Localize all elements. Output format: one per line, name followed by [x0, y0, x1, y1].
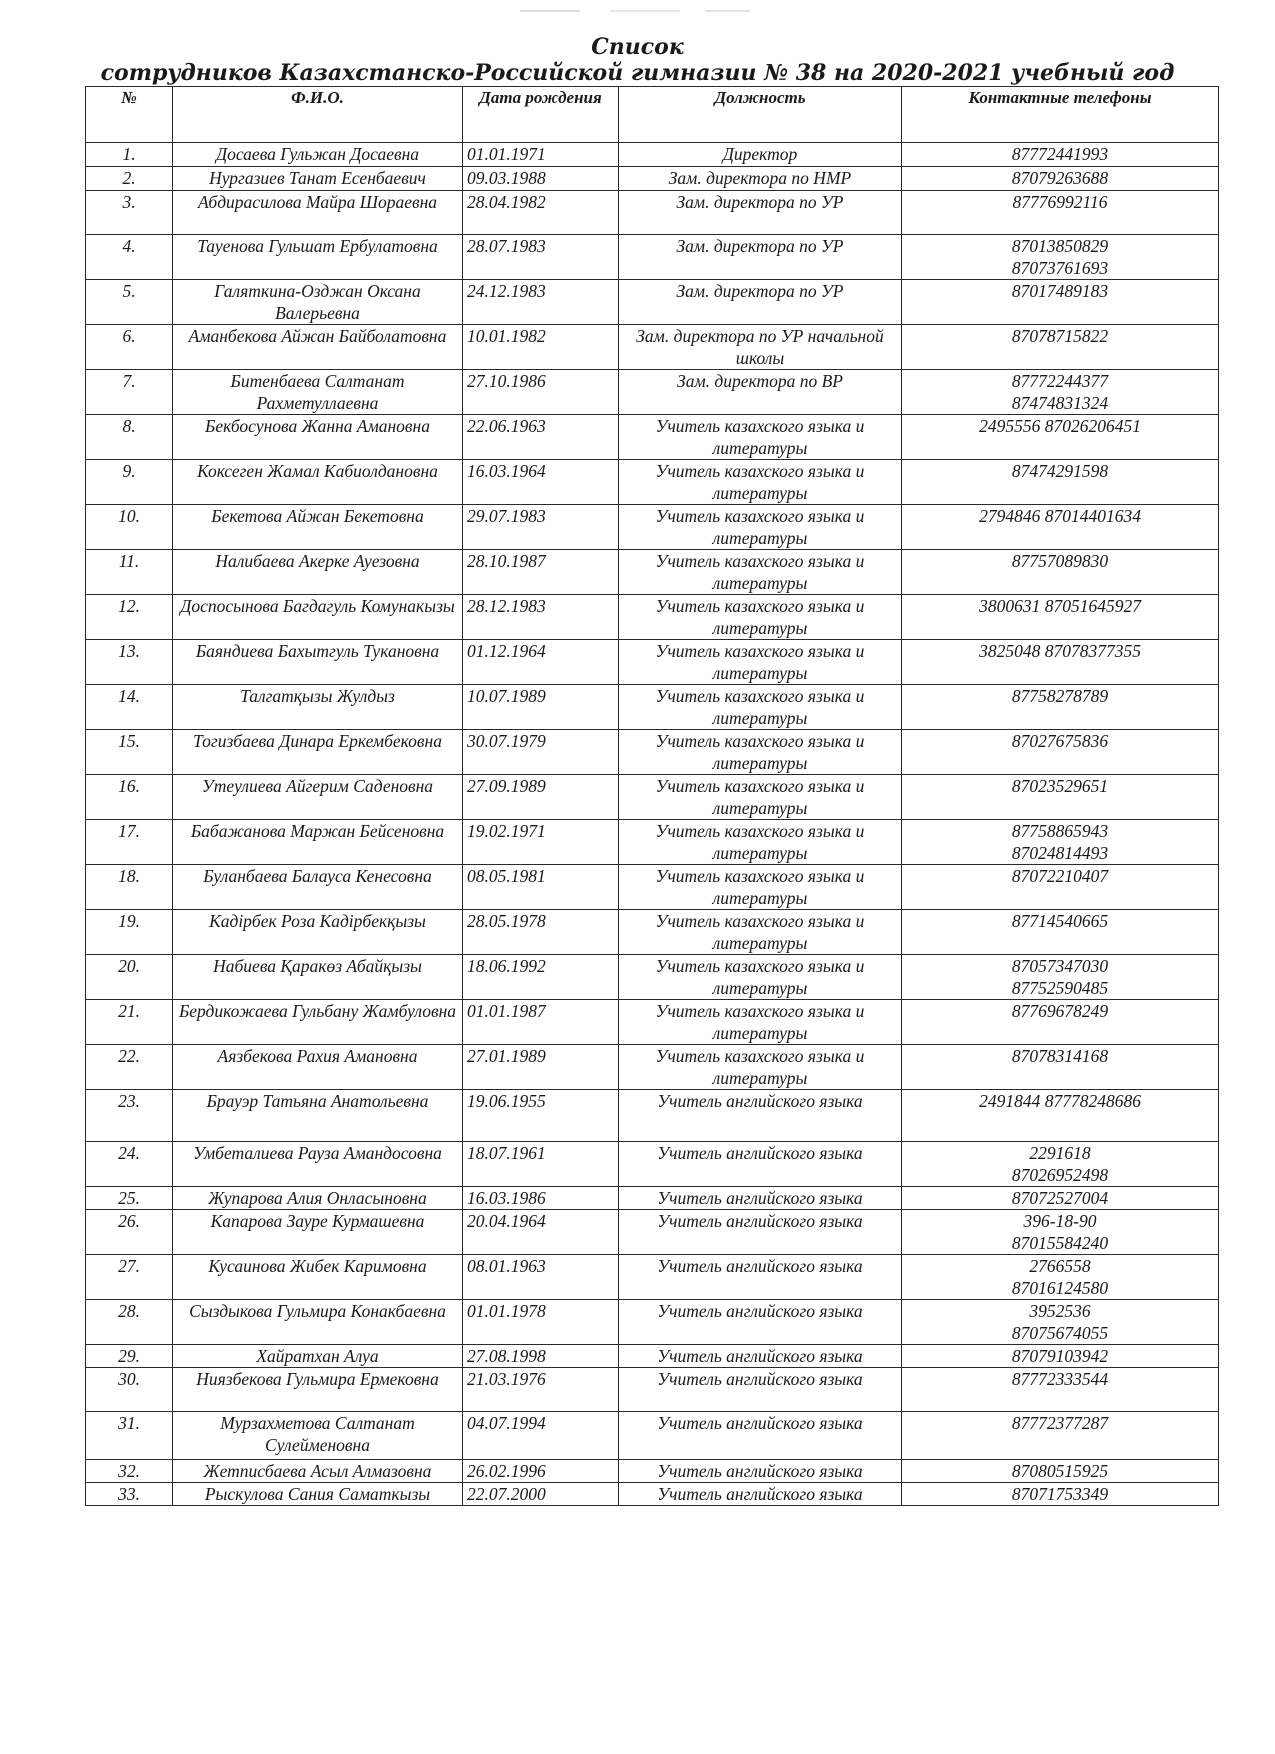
row-number: 26.: [86, 1210, 173, 1255]
position: Учитель казахского языка и литературы: [619, 460, 902, 505]
table-row: [86, 1368, 1219, 1412]
phone-numbers: 87072210407: [902, 865, 1219, 910]
table-row: [86, 1483, 1219, 1506]
date-of-birth: 27.10.1986: [463, 370, 619, 415]
date-of-birth: 19.06.1955: [463, 1090, 619, 1142]
position: Учитель казахского языка и литературы: [619, 640, 902, 685]
employee-name: Буланбаева Балауса Кенесовна: [173, 865, 463, 910]
position: Учитель казахского языка и литературы: [619, 730, 902, 775]
phone-numbers: 87078314168: [902, 1045, 1219, 1090]
position: Учитель казахского языка и литературы: [619, 415, 902, 460]
position: Директор: [619, 143, 902, 167]
header-num: №: [86, 87, 173, 143]
date-of-birth: 01.12.1964: [463, 640, 619, 685]
position: Учитель казахского языка и литературы: [619, 595, 902, 640]
employee-name: Битенбаева Салтанат Рахметуллаевна: [173, 370, 463, 415]
table-row: [86, 775, 1219, 820]
table-row: [86, 1210, 1219, 1255]
row-number: 4.: [86, 235, 173, 280]
document-title: Список: [591, 34, 684, 60]
row-number: 29.: [86, 1345, 173, 1368]
header-position: Должность: [619, 87, 902, 143]
table-row: [86, 865, 1219, 910]
table-row: [86, 280, 1219, 325]
employee-name: Рыскулова Сания Саматкызы: [173, 1483, 463, 1506]
header-phones: Контактные телефоны: [902, 87, 1219, 143]
phone-numbers: 87079103942: [902, 1345, 1219, 1368]
employee-name: Ниязбекова Гульмира Ермековна: [173, 1368, 463, 1412]
row-number: 32.: [86, 1460, 173, 1483]
employee-name: Тауенова Гульшат Ербулатовна: [173, 235, 463, 280]
position: Учитель английского языка: [619, 1090, 902, 1142]
table-row: [86, 191, 1219, 235]
phone-numbers: 87776992116: [902, 191, 1219, 235]
table-row: [86, 640, 1219, 685]
date-of-birth: 01.01.1978: [463, 1300, 619, 1345]
employee-name: Кусаинова Жибек Каримовна: [173, 1255, 463, 1300]
row-number: 10.: [86, 505, 173, 550]
employee-name: Налибаева Акерке Ауезовна: [173, 550, 463, 595]
table-row: [86, 550, 1219, 595]
phone-numbers: 87769678249: [902, 1000, 1219, 1045]
date-of-birth: 21.03.1976: [463, 1368, 619, 1412]
position: Учитель английского языка: [619, 1255, 902, 1300]
position: Учитель казахского языка и литературы: [619, 910, 902, 955]
employee-name: Галяткина-Озджан Оксана Валерьевна: [173, 280, 463, 325]
employee-name: Нургазиев Танат Есенбаевич: [173, 167, 463, 191]
table-row: [86, 143, 1219, 167]
table-row: [86, 415, 1219, 460]
table-row: [86, 595, 1219, 640]
employee-name: Доспосынова Багдагуль Комунакызы: [173, 595, 463, 640]
position: Учитель английского языка: [619, 1300, 902, 1345]
date-of-birth: 28.04.1982: [463, 191, 619, 235]
position: Зам. директора по УР: [619, 280, 902, 325]
row-number: 33.: [86, 1483, 173, 1506]
phone-numbers: 87758278789: [902, 685, 1219, 730]
table-row: [86, 325, 1219, 370]
table-header-row: [86, 87, 1219, 143]
employee-name: Бекетова Айжан Бекетовна: [173, 505, 463, 550]
row-number: 6.: [86, 325, 173, 370]
position: Учитель английского языка: [619, 1483, 902, 1506]
employee-name: Сыздыкова Гульмира Конакбаевна: [173, 1300, 463, 1345]
staff-table-body: [86, 143, 1219, 1506]
date-of-birth: 10.01.1982: [463, 325, 619, 370]
document-subtitle: сотрудников Казахстанско-Российской гимназии № 38 на 2020-2021 учебный год: [100, 60, 1175, 86]
employee-name: Жетписбаева Асыл Алмазовна: [173, 1460, 463, 1483]
row-number: 7.: [86, 370, 173, 415]
phone-numbers: 87013850829 87073761693: [902, 235, 1219, 280]
date-of-birth: 22.06.1963: [463, 415, 619, 460]
row-number: 14.: [86, 685, 173, 730]
date-of-birth: 18.06.1992: [463, 955, 619, 1000]
table-row: [86, 370, 1219, 415]
date-of-birth: 01.01.1987: [463, 1000, 619, 1045]
employee-name: Хайратхан Алуа: [173, 1345, 463, 1368]
position: Учитель казахского языка и литературы: [619, 550, 902, 595]
employee-name: Бабажанова Маржан Бейсеновна: [173, 820, 463, 865]
row-number: 9.: [86, 460, 173, 505]
date-of-birth: 04.07.1994: [463, 1412, 619, 1460]
position: Учитель казахского языка и литературы: [619, 820, 902, 865]
date-of-birth: 29.07.1983: [463, 505, 619, 550]
row-number: 1.: [86, 143, 173, 167]
position: Учитель казахского языка и литературы: [619, 1045, 902, 1090]
position: Учитель английского языка: [619, 1210, 902, 1255]
employee-name: Мурзахметова Салтанат Сулейменовна: [173, 1412, 463, 1460]
date-of-birth: 19.02.1971: [463, 820, 619, 865]
header-name: Ф.И.О.: [173, 87, 463, 143]
row-number: 16.: [86, 775, 173, 820]
phone-numbers: 87772244377 87474831324: [902, 370, 1219, 415]
row-number: 13.: [86, 640, 173, 685]
staff-table: [85, 86, 1219, 1506]
position: Учитель казахского языка и литературы: [619, 775, 902, 820]
table-row: [86, 1090, 1219, 1142]
date-of-birth: 28.07.1983: [463, 235, 619, 280]
employee-name: Тогизбаева Динара Еркембековна: [173, 730, 463, 775]
phone-numbers: 87072527004: [902, 1187, 1219, 1210]
position: Зам. директора по УР начальной школы: [619, 325, 902, 370]
phone-numbers: 87071753349: [902, 1483, 1219, 1506]
table-row: [86, 1187, 1219, 1210]
row-number: 11.: [86, 550, 173, 595]
date-of-birth: 28.05.1978: [463, 910, 619, 955]
date-of-birth: 08.01.1963: [463, 1255, 619, 1300]
employee-name: Кадірбек Роза Кадірбекқызы: [173, 910, 463, 955]
position: Учитель казахского языка и литературы: [619, 955, 902, 1000]
employee-name: Коксеген Жамал Кабиолдановна: [173, 460, 463, 505]
phone-numbers: 2794846 87014401634: [902, 505, 1219, 550]
position: Учитель английского языка: [619, 1142, 902, 1187]
phone-numbers: 3800631 87051645927: [902, 595, 1219, 640]
employee-name: Аязбекова Рахия Амановна: [173, 1045, 463, 1090]
row-number: 30.: [86, 1368, 173, 1412]
date-of-birth: 20.04.1964: [463, 1210, 619, 1255]
table-row: [86, 235, 1219, 280]
position: Учитель английского языка: [619, 1412, 902, 1460]
phone-numbers: 2291618 87026952498: [902, 1142, 1219, 1187]
phone-numbers: 2766558 87016124580: [902, 1255, 1219, 1300]
phone-numbers: 87772333544: [902, 1368, 1219, 1412]
phone-numbers: 87078715822: [902, 325, 1219, 370]
date-of-birth: 22.07.2000: [463, 1483, 619, 1506]
table-row: [86, 955, 1219, 1000]
phone-numbers: 87079263688: [902, 167, 1219, 191]
position: Учитель английского языка: [619, 1345, 902, 1368]
table-row: [86, 1300, 1219, 1345]
row-number: 19.: [86, 910, 173, 955]
date-of-birth: 28.12.1983: [463, 595, 619, 640]
position: Учитель английского языка: [619, 1460, 902, 1483]
employee-name: Абдирасилова Майра Шораевна: [173, 191, 463, 235]
date-of-birth: 26.02.1996: [463, 1460, 619, 1483]
row-number: 3.: [86, 191, 173, 235]
phone-numbers: 87080515925: [902, 1460, 1219, 1483]
table-row: [86, 820, 1219, 865]
date-of-birth: 08.05.1981: [463, 865, 619, 910]
employee-name: Капарова Зауре Курмашевна: [173, 1210, 463, 1255]
phone-numbers: 87474291598: [902, 460, 1219, 505]
phone-numbers: 87772377287: [902, 1412, 1219, 1460]
phone-numbers: 2495556 87026206451: [902, 415, 1219, 460]
date-of-birth: 10.07.1989: [463, 685, 619, 730]
employee-name: Аманбекова Айжан Байболатовна: [173, 325, 463, 370]
row-number: 17.: [86, 820, 173, 865]
row-number: 18.: [86, 865, 173, 910]
row-number: 28.: [86, 1300, 173, 1345]
row-number: 31.: [86, 1412, 173, 1460]
employee-name: Талгатқызы Жулдыз: [173, 685, 463, 730]
table-row: [86, 1045, 1219, 1090]
phone-numbers: 87023529651: [902, 775, 1219, 820]
employee-name: Жупарова Алия Онласыновна: [173, 1187, 463, 1210]
row-number: 21.: [86, 1000, 173, 1045]
table-row: [86, 460, 1219, 505]
phone-numbers: 87714540665: [902, 910, 1219, 955]
employee-name: Набиева Қаракөз Абайқызы: [173, 955, 463, 1000]
date-of-birth: 16.03.1964: [463, 460, 619, 505]
row-number: 22.: [86, 1045, 173, 1090]
phone-numbers: 87057347030 87752590485: [902, 955, 1219, 1000]
row-number: 12.: [86, 595, 173, 640]
date-of-birth: 24.12.1983: [463, 280, 619, 325]
date-of-birth: 28.10.1987: [463, 550, 619, 595]
row-number: 15.: [86, 730, 173, 775]
phone-numbers: 87017489183: [902, 280, 1219, 325]
position: Учитель казахского языка и литературы: [619, 685, 902, 730]
phone-numbers: 3952536 87075674055: [902, 1300, 1219, 1345]
row-number: 2.: [86, 167, 173, 191]
position: Учитель английского языка: [619, 1187, 902, 1210]
phone-numbers: 87772441993: [902, 143, 1219, 167]
row-number: 23.: [86, 1090, 173, 1142]
employee-name: Баяндиева Бахытгуль Тукановна: [173, 640, 463, 685]
date-of-birth: 27.08.1998: [463, 1345, 619, 1368]
date-of-birth: 18.07.1961: [463, 1142, 619, 1187]
table-row: [86, 1345, 1219, 1368]
date-of-birth: 01.01.1971: [463, 143, 619, 167]
phone-numbers: 87758865943 87024814493: [902, 820, 1219, 865]
row-number: 5.: [86, 280, 173, 325]
date-of-birth: 27.01.1989: [463, 1045, 619, 1090]
table-row: [86, 685, 1219, 730]
employee-name: Брауэр Татьяна Анатольевна: [173, 1090, 463, 1142]
employee-name: Умбеталиева Рауза Амандосовна: [173, 1142, 463, 1187]
employee-name: Бекбосунова Жанна Амановна: [173, 415, 463, 460]
date-of-birth: 09.03.1988: [463, 167, 619, 191]
position: Зам. директора по УР: [619, 191, 902, 235]
row-number: 8.: [86, 415, 173, 460]
table-row: [86, 1255, 1219, 1300]
position: Учитель английского языка: [619, 1368, 902, 1412]
table-row: [86, 167, 1219, 191]
phone-numbers: 87027675836: [902, 730, 1219, 775]
date-of-birth: 27.09.1989: [463, 775, 619, 820]
table-row: [86, 1000, 1219, 1045]
table-row: [86, 1460, 1219, 1483]
table-row: [86, 505, 1219, 550]
position: Зам. директора по НМР: [619, 167, 902, 191]
table-row: [86, 910, 1219, 955]
employee-name: Досаева Гульжан Досаевна: [173, 143, 463, 167]
position: Зам. директора по УР: [619, 235, 902, 280]
scan-marks: [520, 8, 750, 14]
date-of-birth: 30.07.1979: [463, 730, 619, 775]
phone-numbers: 396-18-90 87015584240: [902, 1210, 1219, 1255]
employee-name: Утеулиева Айгерим Саденовна: [173, 775, 463, 820]
phone-numbers: 87757089830: [902, 550, 1219, 595]
header-dob: Дата рождения: [463, 87, 619, 143]
row-number: 24.: [86, 1142, 173, 1187]
position: Учитель казахского языка и литературы: [619, 865, 902, 910]
phone-numbers: 3825048 87078377355: [902, 640, 1219, 685]
row-number: 27.: [86, 1255, 173, 1300]
position: Учитель казахского языка и литературы: [619, 1000, 902, 1045]
date-of-birth: 16.03.1986: [463, 1187, 619, 1210]
employee-name: Бердикожаева Гульбану Жамбуловна: [173, 1000, 463, 1045]
table-row: [86, 730, 1219, 775]
table-row: [86, 1412, 1219, 1460]
row-number: 25.: [86, 1187, 173, 1210]
row-number: 20.: [86, 955, 173, 1000]
table-row: [86, 1142, 1219, 1187]
position: Зам. директора по ВР: [619, 370, 902, 415]
phone-numbers: 2491844 87778248686: [902, 1090, 1219, 1142]
position: Учитель казахского языка и литературы: [619, 505, 902, 550]
